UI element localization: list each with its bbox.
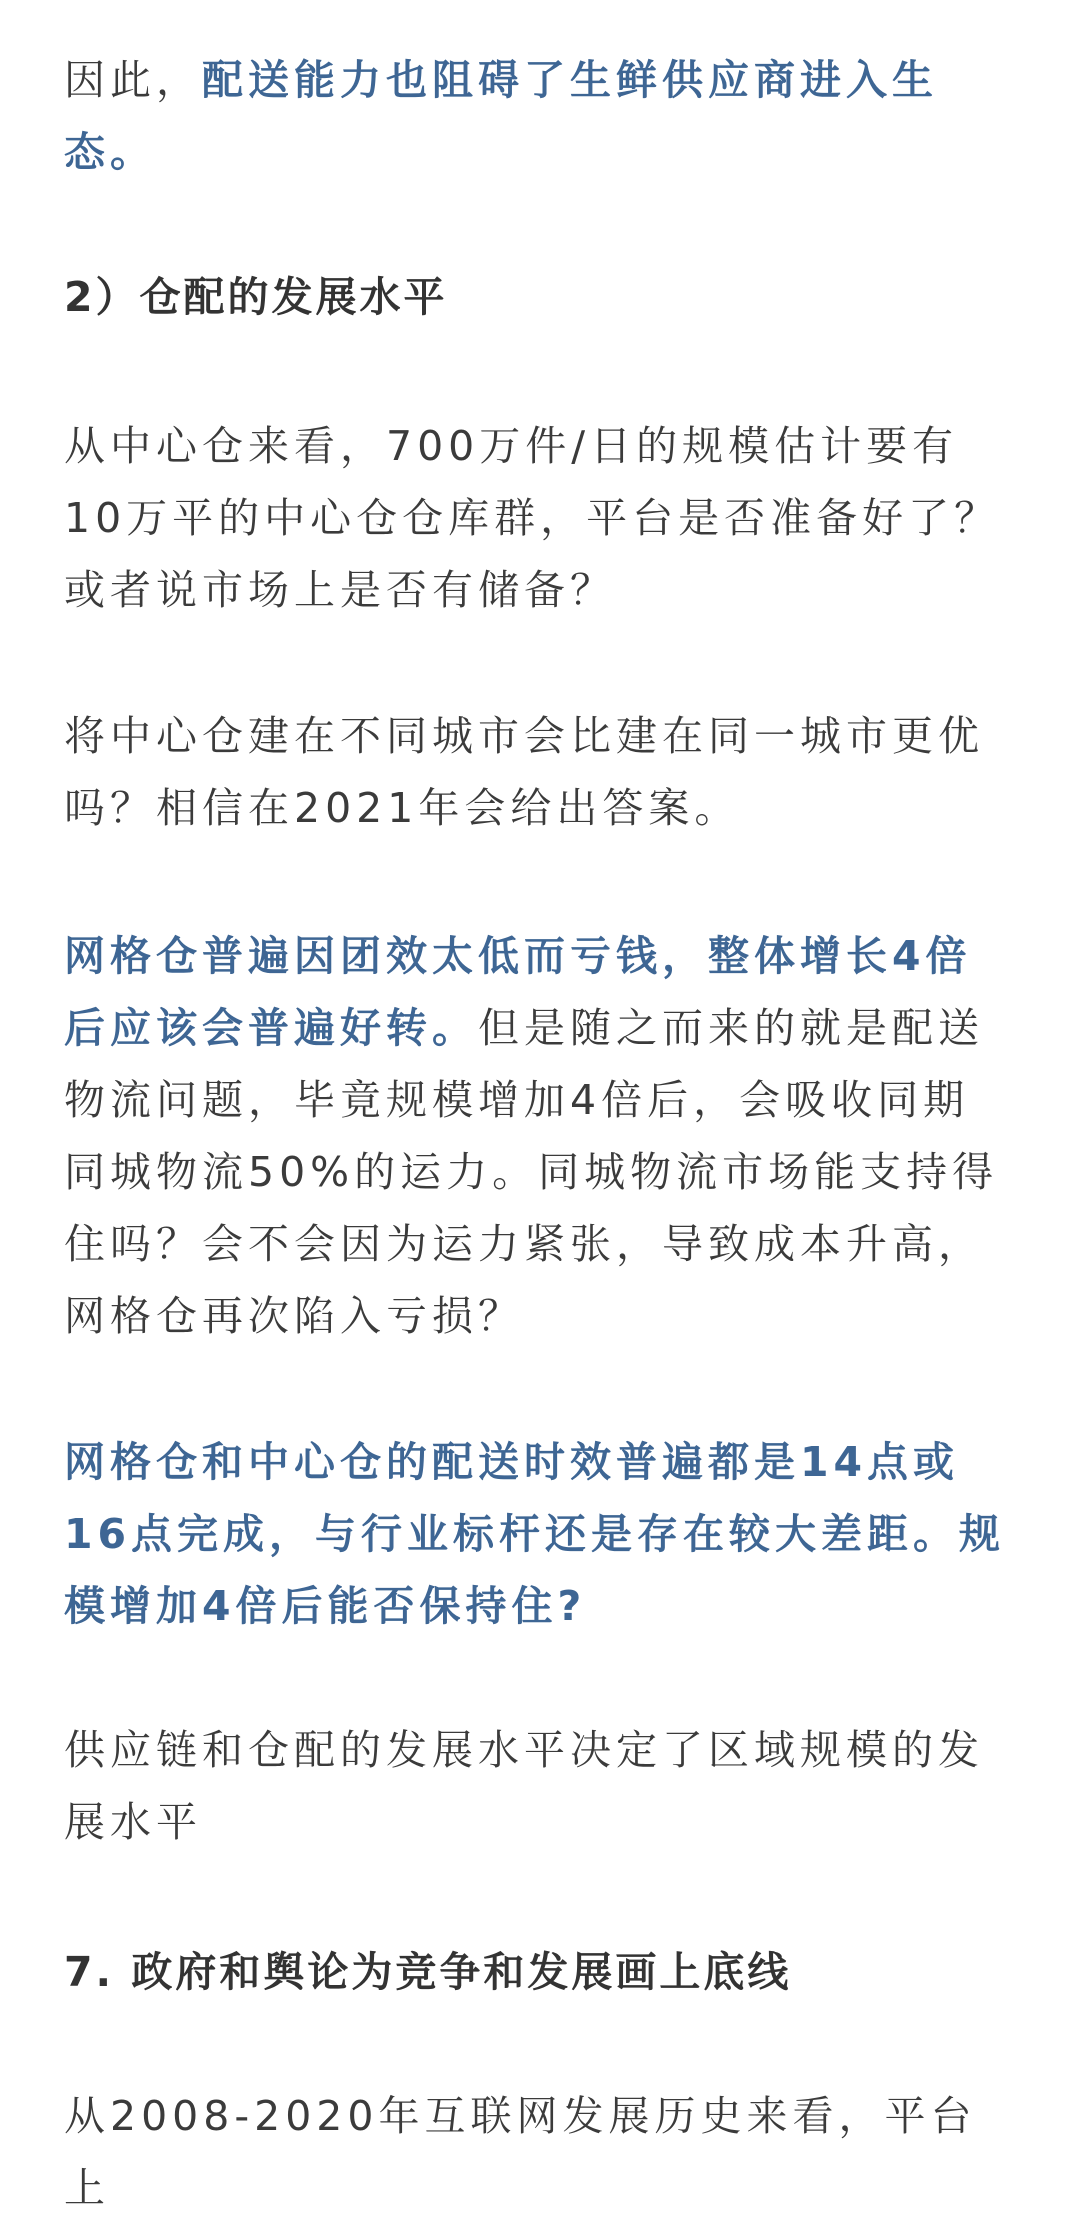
paragraph-central-warehouse: 从中心仓来看，700万件/日的规模估计要有10万平的中心仓仓库群，平台是否准备好了？或者说市场上是否有储备？ [64,422,1001,614]
section-heading-government-opinion: 7. 政府和舆论为竞争和发展画上底线 [64,1948,792,1996]
paragraph-delivery-capacity [64,44,1014,188]
paragraph-text: 但是随之而来的就是配送物流问题，毕竟规模增加4倍后，会吸收同期同城物流50%的运力。同城物流市场能支持得住吗？会不会因为运力紧张，导致成本升高，网格仓再次陷入亏损？ [64,1004,999,1340]
paragraph-supply-chain-summary: 供应链和仓配的发展水平决定了区域规模的发展水平 [64,1726,984,1846]
paragraph-text: 因此， [64,56,202,104]
highlighted-text: 配送能力也阻碍了生鲜供应商进入生态。 [64,56,938,176]
paragraph-warehouse-location: 将中心仓建在不同城市会比建在同一城市更优吗？相信在2021年会给出答案。 [64,712,984,832]
paragraph-delivery-timeliness: 网格仓和中心仓的配送时效普遍都是14点或16点完成，与行业标杆还是存在较大差距。规模增加4倍后能否保持住? [64,1438,1006,1630]
highlighted-text: 网格仓普遍因团效太低而亏钱，整体增长4倍后应该会普遍好转。 [64,932,972,1052]
paragraph-internet-history: 从2008-2020年互联网发展历史来看，平台上 [64,2092,977,2212]
paragraph-grid-warehouse [64,920,1014,1352]
section-heading-warehouse-delivery: 2）仓配的发展水平 [64,273,448,321]
